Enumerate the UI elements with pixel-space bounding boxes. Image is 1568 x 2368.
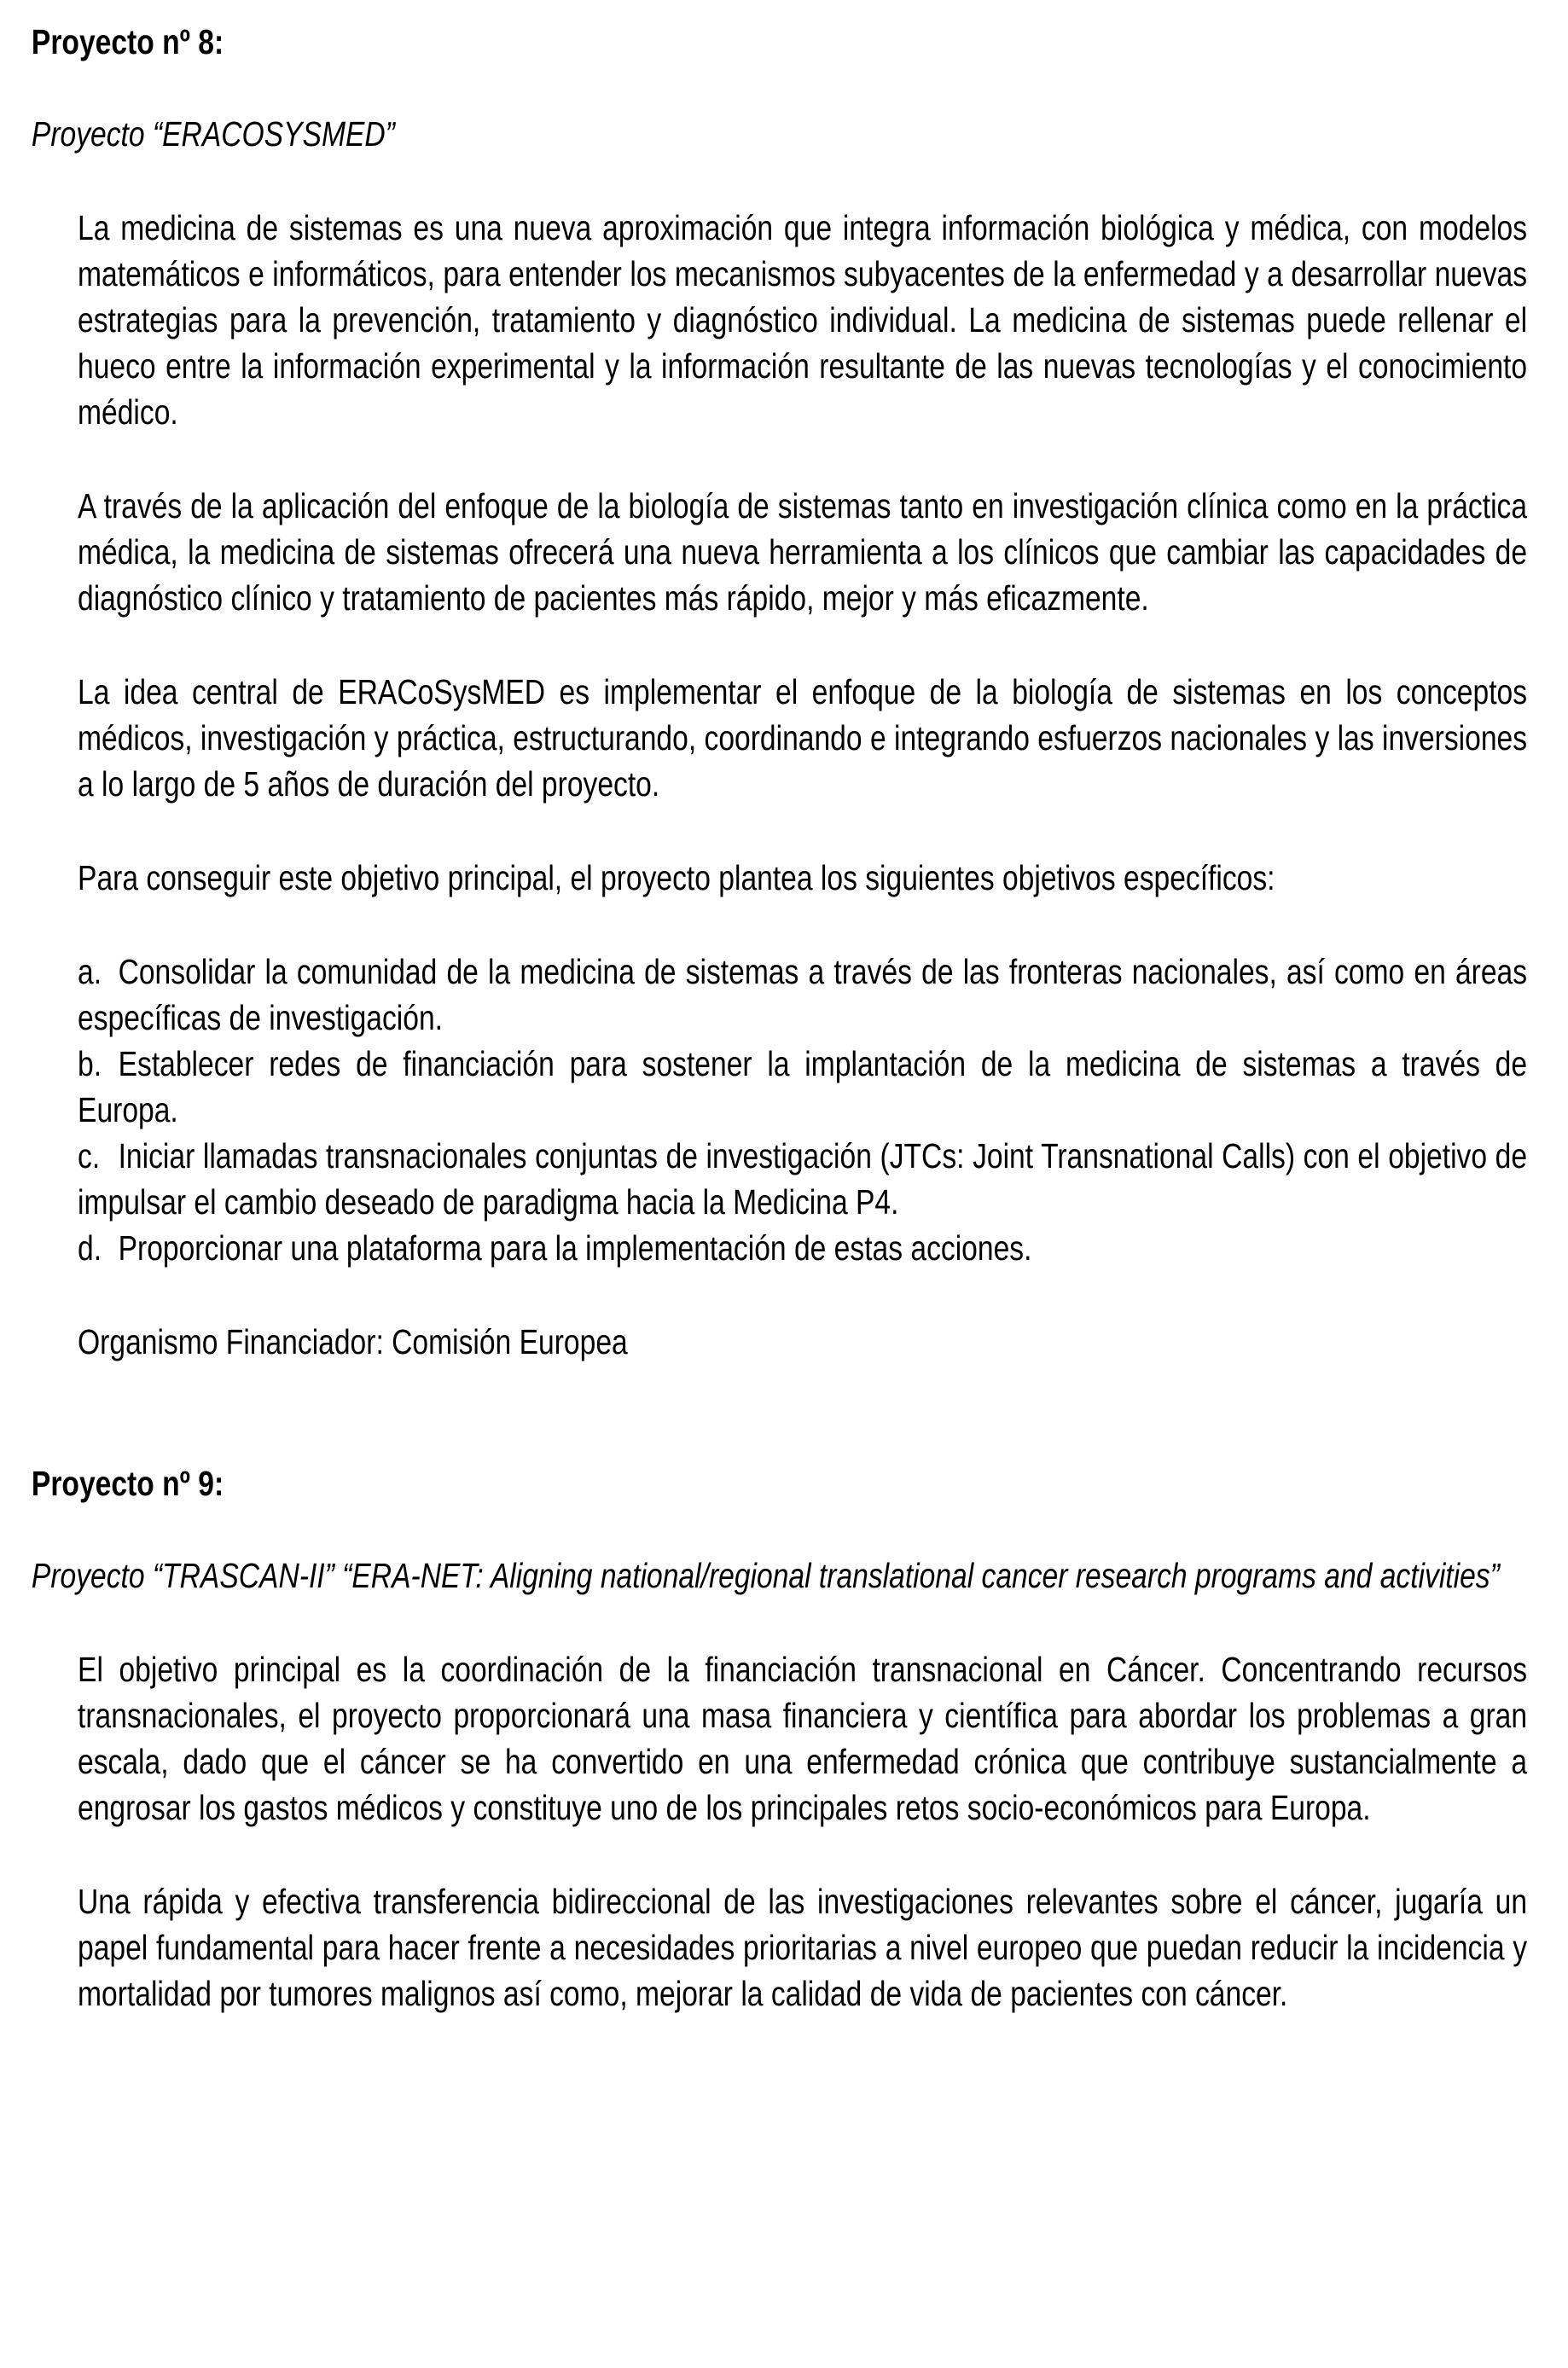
project-9-body [78,1646,1527,2017]
objective-text: Establecer redes de financiación para sostener la implantación de la medicina de sistemas a través de Europa. [78,1044,1528,1129]
paragraph: Para conseguir este objetivo principal, el proyecto plantea los siguientes objetivos específicos: [78,858,1275,897]
objective-item [78,949,1527,1041]
objective-item [78,1225,1527,1271]
paragraph: El objetivo principal es la coordinación de la financiación transnacional en Cáncer. Concentrando recursos transnacionales, el proyecto proporcionará una masa financiera y científica para abordar los problemas a gran escala, dado que el cáncer se ha convertido en una enfermedad crónica que contribuye sustancialmente a engrosar los gastos médicos y constituye uno de los principales retos socio-económicos para Europa. [78,1650,1528,1827]
objective-label: c. [78,1136,101,1175]
project-8-title: Proyecto “ERACOSYSMED” [31,114,395,154]
funder: Organismo Financiador: Comisión Europea [78,1322,628,1361]
objective-text: Consolidar la comunidad de la medicina de sistemas a través de las fronteras nacionales, así como en áreas específicas de investigación. [78,952,1528,1037]
objective-item [78,1041,1527,1133]
objective-text: Iniciar llamadas transnacionales conjuntas de investigación (JTCs: Joint Transnational Calls) con el objetivo de impulsar el cambio deseado de paradigma hacia la Medicina P4. [78,1136,1528,1222]
project-9-heading: Proyecto nº 9: [31,1464,224,1503]
objective-label: d. [78,1228,102,1268]
objective-text: Proporcionar una plataforma para la implementación de estas acciones. [118,1228,1032,1268]
paragraph: La medicina de sistemas es una nueva aproximación que integra información biológica y médica, con modelos matemáticos e informáticos, para entender los mecanismos subyacentes de la enfermedad y a desarrollar nuevas estrategias para la prevención, tratamiento y diagnóstico individual. La medicina de sistemas puede rellenar el hueco entre la información experimental y la información resultante de las nuevas tecnologías y el conocimiento médico. [78,208,1528,432]
objective-label: b. [78,1044,102,1083]
objective-item [78,1133,1527,1225]
project-8-heading: Proyecto nº 8: [31,22,224,61]
paragraph: La idea central de ERACoSysMED es implementar el enfoque de la biología de sistemas en los conceptos médicos, investigación y práctica, estructurando, coordinando e integrando esfuerzos nacionales y las inversiones a lo largo de 5 años de duración del proyecto. [78,672,1528,804]
project-8-body [78,205,1527,1365]
paragraph: A través de la aplicación del enfoque de la biología de sistemas tanto en investigación clínica como en la práctica médica, la medicina de sistemas ofrecerá una nueva herramienta a los clínicos que cambiar las capacidades de diagnóstico clínico y tratamiento de pacientes más rápido, mejor y más eficazmente. [78,486,1528,618]
project-9-title: Proyecto “TRASCAN-II” “ERA-NET: Aligning national/regional translational cancer research programs and activities” [31,1556,1500,1595]
objective-label: a. [78,952,102,991]
paragraph: Una rápida y efectiva transferencia bidireccional de las investigaciones relevantes sobre el cáncer, jugaría un papel fundamental para hacer frente a necesidades prioritarias a nivel europeo que puedan reducir la incidencia y mortalidad por tumores malignos así como, mejorar la calidad de vida de pacientes con cáncer. [78,1882,1528,2013]
